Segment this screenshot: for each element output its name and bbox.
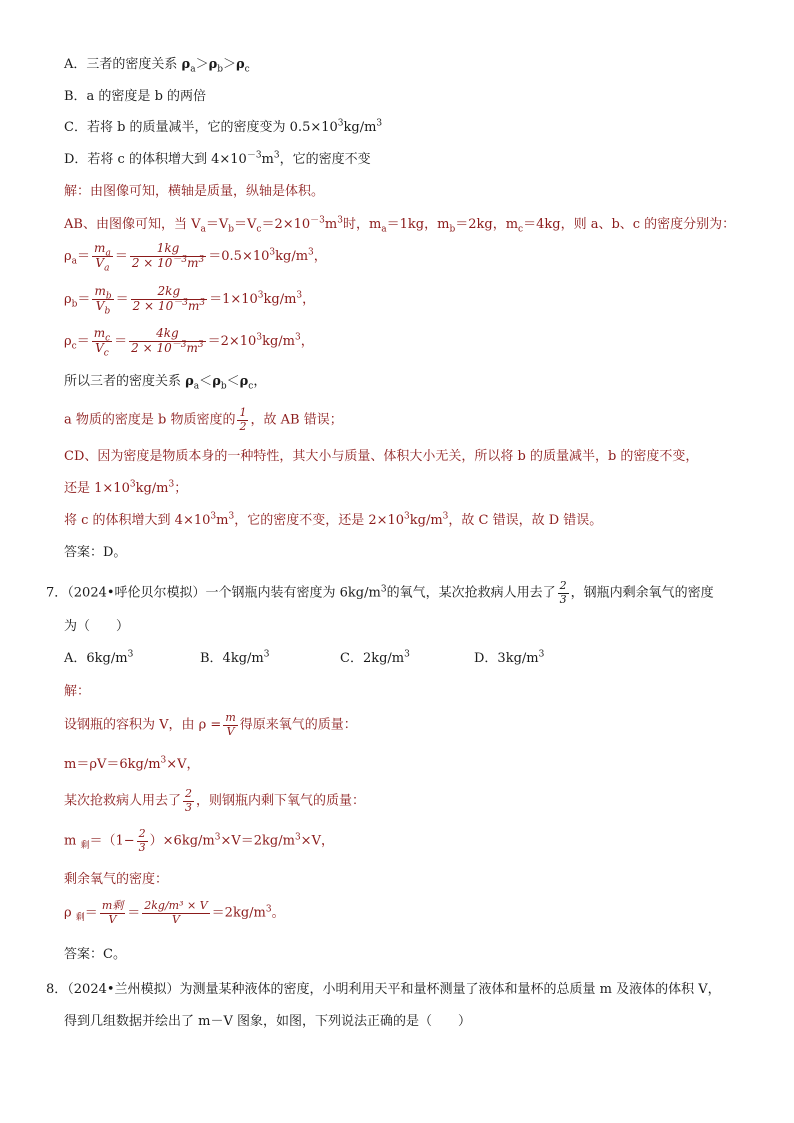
fraction-two-thirds: $\frac{2}{3}$ — [559, 579, 567, 606]
q7-stem: 7．（2024•呼伦贝尔模拟）一个钢瓶内装有密度为 $6kg/m^3$的氧气，某次抢救病人用去了 $\frac{2}{3}$ ，钢瓶内剩余氧气的密度 — [46, 579, 714, 606]
fraction-1kg: $\frac{1kg}{2 \times 10^{-3}m^3}$ — [131, 241, 205, 270]
q7-sol-line-1: 设钢瓶的容积为 V，由 ρ = $\frac{m}{V}$ 得原来氧气的质量： — [64, 711, 357, 738]
q7-option-b: B．$4kg/m^3$ — [200, 649, 270, 666]
q7-option-c: C．$2kg/m^3$ — [340, 649, 410, 666]
fraction-two-thirds-3: $\frac{2}{3}$ — [138, 827, 146, 854]
q6-option-a: A．三者的密度关系 $\rho_a>\rho_b>\rho_c$ — [64, 57, 250, 75]
rho-symbol: ρ — [181, 57, 191, 72]
fraction-two-thirds-2: $\frac{2}{3}$ — [185, 787, 193, 814]
fraction-one-half: $\frac{1}{2}$ — [239, 406, 247, 433]
q6-option-c: C．若将 b 的质量减半，它的密度变为 $0.5\times 10^3kg/m^3$ — [64, 118, 383, 135]
q6-cd-line-2: 还是 $1\times 10^3kg/m^3$； — [64, 479, 188, 496]
fraction-2kg: $\frac{2kg}{2 \times 10^{-3}m^3}$ — [132, 284, 206, 313]
q8-stem-line-2: 得到几组数据并绘出了 m－V 图象，如图，下列说法正确的是（ ） — [64, 1014, 471, 1029]
q6-ab-line: AB、由图像可知，当 $V_a=V_b=V_c=2\times 10^{-3}m^3$时，$m_a=1kg$，$m_b=2kg$，$m_c=4kg$，则 a、b、c 的密度分别为： — [64, 215, 736, 235]
formula-rho-b: $\rho_b=$ $\frac{m_b}{V_b}$ ＝ $\frac{2kg}{2 \times 10^{-3}m^3}$ $=1\times 10^3kg/m^3$， — [64, 284, 316, 317]
q6-cd-line-1: CD、因为密度是物质本身的一种特性，其大小与质量、体积大小无关，所以将 b 的质量减半，b 的密度不变， — [64, 449, 699, 464]
q7-sol-line-4: m $_剩$＝（1− $\frac{2}{3}$ ）$\times 6kg/m^3\times V=2kg/m^3\times V$， — [64, 827, 334, 854]
fraction-m-over-v: $\frac{m}{V}$ — [225, 711, 236, 738]
q6-cd-line-3: 将 c 的体积增大到 $4\times 10^3m^3$，它的密度不变，还是 $2\times 10^3kg/m^3$，故 C 错误，故 D 错误。 — [64, 511, 603, 528]
fraction-mc-vc: $\frac{m_c}{V_c}$ — [93, 326, 111, 359]
fraction-2kg-v: $\frac{\text{2kg/m³ × V}}{V}$ — [144, 899, 208, 926]
fraction-ma-va: $\frac{m_a}{V_a}$ — [94, 241, 111, 274]
fraction-4kg: $\frac{4kg}{2 \times 10^{-3}m^3}$ — [131, 326, 204, 355]
q7-stem-line-2: 为（ ） — [64, 619, 130, 634]
q8-stem-line-1: 8．（2024•兰州模拟）为测量某种液体的密度，小明利用天平和量杯测量了液体和量杯的总质量 m 及液体的体积 V， — [46, 982, 721, 997]
q7-sol-line-3: 某次抢救病人用去了 $\frac{2}{3}$ ，则钢瓶内剩下氧气的质量： — [64, 787, 366, 814]
q6-conclusion-relation: 所以三者的密度关系 $\rho_a<\rho_b<\rho_c$， — [64, 374, 267, 392]
q7-option-d: D．$3kg/m^3$ — [474, 649, 545, 666]
formula-rho-a: $\rho_a=$ $\frac{m_a}{V_a}$ ＝ $\frac{1kg}{2 \times 10^{-3}m^3}$ $=0.5\times 10^3kg/m^3$， — [64, 241, 327, 274]
q7-answer: 答案：C。 — [64, 947, 126, 962]
q7-option-a: A．$6kg/m^3$ — [64, 649, 134, 666]
q7-sol-line-6: ρ $_剩$＝ $\frac{\text{m剩}}{V}$ ＝ $\frac{\text{2kg/m³ × V}}{V}$ $=2kg/m^3$。 — [64, 899, 285, 926]
q6-option-b: B．a 的密度是 b 的两倍 — [64, 89, 207, 104]
formula-rho-c: $\rho_c=$ $\frac{m_c}{V_c}$ ＝ $\frac{4kg}{2 \times 10^{-3}m^3}$ $=2\times 10^3kg/m^3$， — [64, 326, 314, 359]
q7-sol-line-5: 剩余氧气的密度： — [64, 872, 169, 887]
q7-solution-label: 解： — [64, 684, 91, 699]
q6-option-d: D．若将 c 的体积增大到 $4\times 10^{-3}m^3$，它的密度不变 — [64, 150, 371, 167]
q7-sol-line-2: $m=\rho V=6kg/m^3\times V$， — [64, 755, 200, 772]
fraction-mb-vb: $\frac{m_b}{V_b}$ — [94, 284, 112, 317]
q6-answer: 答案：D。 — [64, 545, 127, 560]
q6-conclusion-ab: a 物质的密度是 b 物质密度的 $\frac{1}{2}$ ，故 AB 错误； — [64, 406, 343, 433]
q6-solution-intro: 解：由图像可知，横轴是质量，纵轴是体积。 — [64, 184, 325, 199]
fraction-m-sheng-v: $\frac{\text{m剩}}{V}$ — [101, 899, 124, 926]
